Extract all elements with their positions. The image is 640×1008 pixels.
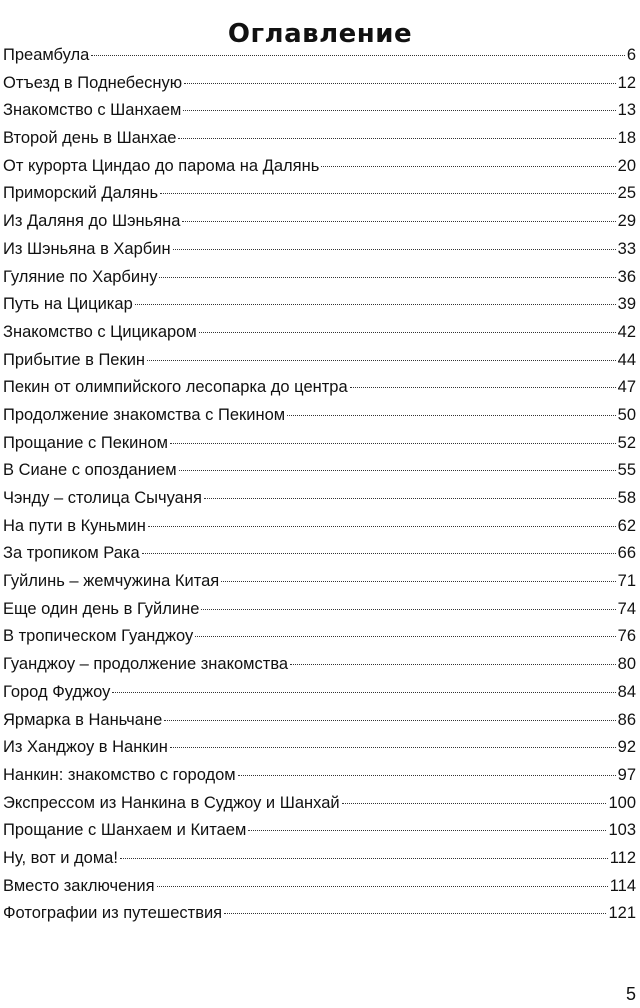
toc-entry[interactable] — [3, 900, 636, 928]
toc-entry-page: 47 — [617, 378, 636, 397]
toc-entry[interactable] — [3, 430, 636, 458]
dot-leader — [120, 858, 608, 859]
toc-entry[interactable] — [3, 402, 636, 430]
toc-entry-title: От курорта Циндао до парома на Далянь — [3, 156, 320, 175]
toc-entry[interactable] — [3, 485, 636, 513]
dot-leader — [112, 692, 615, 693]
dot-leader — [287, 415, 616, 416]
toc-entry-page: 12 — [617, 73, 636, 92]
dot-leader — [224, 913, 606, 914]
toc-entry-page: 50 — [617, 405, 636, 424]
toc-entry[interactable] — [3, 734, 636, 762]
toc-entry[interactable] — [3, 845, 636, 873]
dot-leader — [147, 360, 616, 361]
toc-entry[interactable] — [3, 97, 636, 125]
dot-leader — [342, 803, 607, 804]
toc-entry-title: Преамбула — [3, 46, 90, 64]
toc-entry-page: 58 — [617, 489, 636, 507]
dot-leader — [184, 83, 616, 84]
dot-leader — [201, 609, 615, 610]
dot-leader — [160, 193, 616, 194]
toc-entry-title: Прибытие в Пекин — [3, 350, 146, 369]
dot-leader — [221, 581, 615, 582]
dot-leader — [135, 304, 616, 305]
toc-entry-title: Вместо заключения — [3, 876, 155, 895]
toc-entry[interactable] — [3, 457, 636, 485]
toc-entry[interactable] — [3, 153, 636, 181]
toc-entry-page: 39 — [617, 295, 636, 314]
toc-entry[interactable] — [3, 790, 636, 818]
toc-entry-page: 121 — [608, 904, 636, 923]
toc-entry-title: Прощание с Шанхаем и Китаем — [3, 821, 247, 840]
dot-leader — [91, 55, 624, 56]
toc-entry-page: 33 — [617, 239, 636, 258]
toc-entry-page: 66 — [617, 544, 636, 563]
toc-entry-page: 55 — [617, 461, 636, 480]
toc-entry-page: 80 — [617, 655, 636, 674]
toc-entry-title: Из Даляня до Шэньяна — [3, 212, 181, 231]
dot-leader — [238, 775, 616, 776]
toc-entry-title: Приморский Далянь — [3, 184, 159, 203]
toc-entry-title: Еще один день в Гуйлине — [3, 599, 200, 618]
table-of-contents — [3, 42, 636, 928]
toc-entry[interactable] — [3, 42, 636, 70]
toc-entry-title: Прощание с Пекином — [3, 433, 168, 452]
toc-entry-title: Ну, вот и дома! — [3, 848, 118, 867]
toc-entry-title: Знакомство с Цицикаром — [3, 322, 197, 341]
toc-entry-page: 52 — [617, 433, 636, 452]
page-title: Оглавление — [227, 19, 413, 50]
dot-leader — [148, 526, 616, 527]
toc-entry[interactable] — [3, 513, 636, 541]
toc-entry-title: Пекин от олимпийского лесопарка до центра — [3, 378, 348, 397]
toc-entry[interactable] — [3, 319, 636, 347]
dot-leader — [170, 747, 616, 748]
toc-entry[interactable] — [3, 264, 636, 292]
toc-entry-title: Гуанджоу – продолжение знакомства — [3, 655, 289, 674]
toc-entry-page: 76 — [617, 627, 636, 646]
page-number: 5 — [625, 984, 636, 1004]
toc-entry-page: 92 — [617, 738, 636, 757]
toc-entry-title: Экспрессом из Нанкина в Суджоу и Шанхай — [3, 793, 340, 812]
dot-leader — [157, 886, 608, 887]
dot-leader — [173, 249, 616, 250]
toc-entry-title: За тропиком Рака — [3, 544, 140, 563]
dot-leader — [179, 470, 616, 471]
dot-leader — [142, 553, 616, 554]
toc-entry-page: 6 — [626, 46, 636, 64]
toc-entry-page: 97 — [617, 765, 636, 784]
dot-leader — [290, 664, 616, 665]
toc-entry-page: 18 — [617, 129, 636, 148]
toc-entry-title: Фотографии из путешествия — [3, 904, 223, 923]
toc-entry-title: Знакомство с Шанхаем — [3, 101, 182, 120]
toc-entry-page: 103 — [608, 821, 636, 840]
toc-entry[interactable] — [3, 873, 636, 901]
toc-entry-title: В тропическом Гуанджоу — [3, 627, 194, 646]
toc-entry[interactable] — [3, 817, 636, 845]
toc-entry[interactable] — [3, 374, 636, 402]
toc-entry-page: 13 — [617, 101, 636, 120]
toc-entry-page: 112 — [609, 848, 636, 867]
toc-entry-page: 100 — [608, 793, 636, 812]
toc-entry[interactable] — [3, 180, 636, 208]
toc-entry-page: 36 — [617, 267, 636, 286]
toc-entry-page: 29 — [617, 212, 636, 231]
dot-leader — [182, 221, 615, 222]
dot-leader — [321, 166, 615, 167]
toc-entry-title: Второй день в Шанхае — [3, 129, 177, 148]
toc-entry[interactable] — [3, 347, 636, 375]
toc-entry-title: Гуляние по Харбину — [3, 267, 158, 286]
toc-entry[interactable] — [3, 540, 636, 568]
toc-entry-page: 62 — [617, 516, 636, 535]
toc-entry-page: 84 — [617, 682, 636, 701]
toc-entry-title: Чэнду – столица Сычуаня — [3, 489, 202, 507]
dot-leader — [195, 636, 615, 637]
toc-entry[interactable] — [3, 707, 636, 735]
toc-entry[interactable] — [3, 651, 636, 679]
toc-entry-title: Город Фуджоу — [3, 682, 111, 701]
toc-entry-page: 44 — [617, 350, 636, 369]
dot-leader — [178, 138, 615, 139]
toc-entry-page: 114 — [609, 876, 636, 895]
toc-entry-title: Из Шэньяна в Харбин — [3, 239, 171, 258]
toc-entry-title: Ярмарка в Наньчане — [3, 710, 163, 729]
toc-entry-title: Продолжение знакомства с Пекином — [3, 405, 286, 424]
toc-entry-title: Отъезд в Поднебесную — [3, 73, 183, 92]
dot-leader — [204, 498, 616, 499]
dot-leader — [183, 110, 615, 111]
toc-entry-title: На пути в Куньмин — [3, 516, 146, 535]
toc-entry-page: 42 — [617, 322, 636, 341]
toc-entry[interactable] — [3, 208, 636, 236]
dot-leader — [350, 387, 616, 388]
dot-leader — [199, 332, 616, 333]
toc-entry-title: Путь на Цицикар — [3, 295, 133, 314]
toc-entry[interactable] — [3, 125, 636, 153]
toc-entry-page: 20 — [617, 156, 636, 175]
dot-leader — [159, 277, 615, 278]
toc-entry[interactable] — [3, 568, 636, 596]
toc-entry[interactable] — [3, 236, 636, 264]
toc-entry-page: 71 — [617, 572, 636, 591]
dot-leader — [170, 443, 616, 444]
toc-entry[interactable] — [3, 679, 636, 707]
toc-entry-title: Гуйлинь – жемчужина Китая — [3, 572, 220, 591]
toc-entry-page: 86 — [617, 710, 636, 729]
toc-entry-title: Из Ханджоу в Нанкин — [3, 738, 168, 757]
toc-entry-title: В Сиане с опозданием — [3, 461, 177, 480]
toc-entry-page: 25 — [617, 184, 636, 203]
toc-entry-page: 74 — [617, 599, 636, 618]
toc-entry[interactable] — [3, 70, 636, 98]
toc-entry[interactable] — [3, 291, 636, 319]
toc-entry[interactable] — [3, 596, 636, 624]
toc-entry[interactable] — [3, 623, 636, 651]
dot-leader — [248, 830, 606, 831]
toc-entry[interactable] — [3, 762, 636, 790]
dot-leader — [164, 720, 615, 721]
toc-entry-title: Нанкин: знакомство с городом — [3, 765, 236, 784]
